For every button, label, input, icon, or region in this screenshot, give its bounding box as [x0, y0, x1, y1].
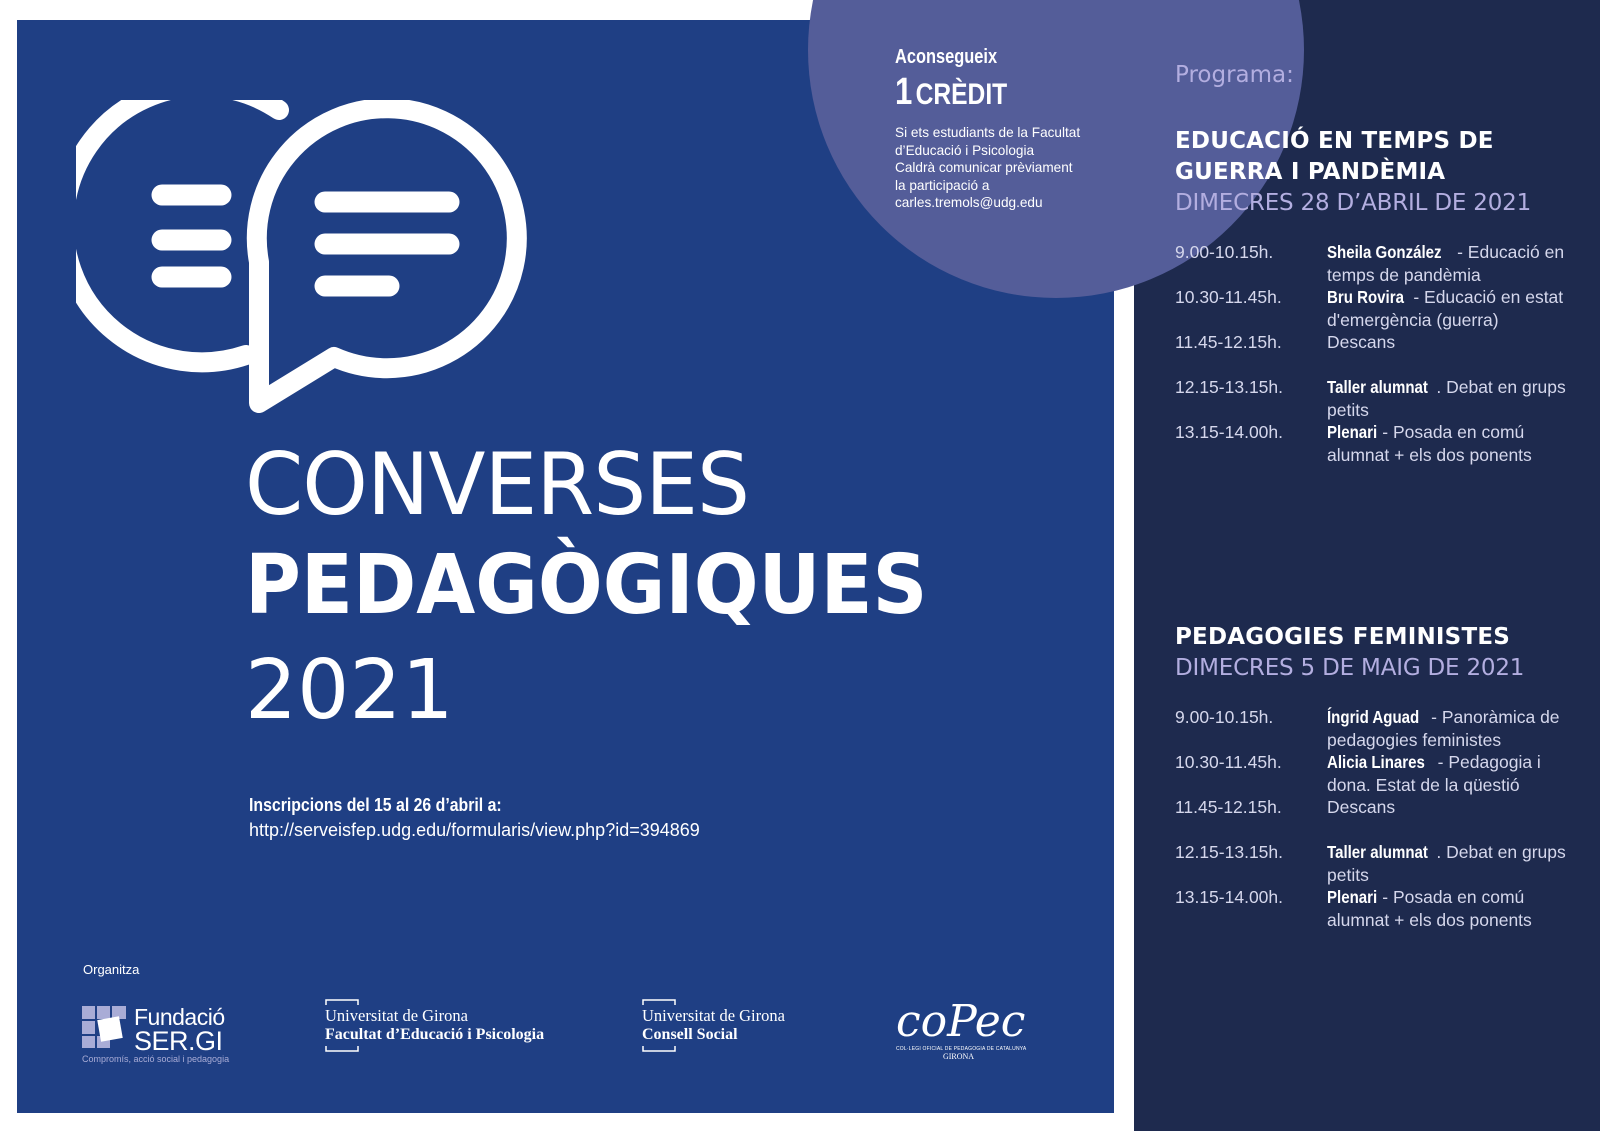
credit-note-line: Caldrà comunicar prèviament	[895, 160, 1073, 175]
row-time: 10.30-11.45h.	[1175, 752, 1282, 772]
row-topic: Descans	[1327, 797, 1396, 817]
credit-note-line: d’Educació i Psicologia	[895, 142, 1035, 158]
row-description	[1327, 751, 1585, 796]
program-section-2	[1175, 622, 1585, 931]
row-speaker: Alicia Linares	[1327, 752, 1425, 772]
schedule-row	[1175, 706, 1585, 751]
row-topic: Panoràmica de pedagogies feministes	[1327, 707, 1560, 750]
row-topic: Posada en comú alumnat + els dos ponents	[1327, 422, 1532, 465]
row-topic: Debat en grups petits	[1327, 842, 1566, 885]
row-topic: Educació en estat d'emergència (guerra)	[1327, 287, 1564, 330]
credit-amount	[895, 71, 1092, 114]
section-title: PEDAGOGIES FEMINISTES	[1175, 624, 1511, 650]
row-speaker: Plenari	[1327, 887, 1378, 907]
row-topic: Descans	[1327, 332, 1396, 352]
row-description	[1327, 841, 1585, 886]
row-separator: -	[1426, 707, 1442, 727]
row-topic: Educació en temps de pandèmia	[1327, 242, 1565, 285]
row-separator: -	[1432, 752, 1449, 772]
row-topic: Debat en grups petits	[1327, 377, 1566, 420]
registration-info	[249, 795, 700, 841]
schedule-row	[1175, 331, 1585, 376]
copec-city: GIRONA	[942, 1052, 975, 1061]
schedule-row	[1175, 376, 1585, 421]
row-description	[1327, 886, 1585, 931]
section-title: GUERRA I PANDÈMIA	[1175, 159, 1446, 185]
row-separator: -	[1377, 422, 1393, 442]
poster-title-year: 2021	[245, 643, 454, 738]
credit-lead: Aconsegueix	[895, 46, 998, 68]
section-date: DIMECRES 5 DE MAIG DE 2021	[1175, 655, 1525, 681]
schedule-row	[1175, 751, 1585, 796]
credit-note	[895, 124, 1135, 212]
udg-consell-social-logo	[642, 1006, 785, 1044]
fundacio-squares-icon	[82, 1006, 128, 1048]
row-time: 9.00-10.15h.	[1175, 707, 1274, 727]
credit-email[interactable]: carles.tremols@udg.edu	[895, 195, 1043, 210]
bracket-icon	[325, 1046, 359, 1052]
program-heading: Programa:	[1175, 62, 1294, 88]
udg-faculty-name: Facultat d’Educació i Psicologia	[325, 1026, 545, 1043]
copec-mark: coPec	[896, 996, 1026, 1047]
row-time: 12.15-13.15h.	[1175, 842, 1284, 862]
schedule-row	[1175, 286, 1585, 331]
bracket-icon	[642, 999, 676, 1005]
row-speaker: Sheila González	[1327, 242, 1442, 262]
udg-fep-logo	[325, 1006, 544, 1044]
credit-number: 1	[895, 71, 913, 113]
section-title: EDUCACIÓ EN TEMPS DE	[1175, 128, 1494, 154]
credit-note-line: la participació a	[895, 177, 990, 193]
fundacio-tagline: Compromís, acció social i pedagogia	[82, 1054, 230, 1064]
poster-title-converses: CONVERSES	[245, 435, 749, 535]
registration-label: Inscripcions del 15 al 26 d’abril a:	[249, 795, 502, 815]
fundacio-name: Fundació	[134, 1004, 225, 1030]
row-speaker: Íngrid Aguad	[1327, 707, 1420, 727]
udg-name: Universitat de Girona	[642, 1006, 785, 1025]
row-speaker: Bru Rovira	[1327, 287, 1404, 307]
row-separator: .	[1436, 377, 1447, 397]
schedule-list	[1175, 241, 1585, 466]
organizer-label: Organitza	[83, 962, 140, 977]
fundacio-brand: SER.GI	[134, 1026, 223, 1056]
poster-title-pedagogiques: PEDAGÒGIQUES	[245, 538, 928, 633]
row-time: 12.15-13.15h.	[1175, 377, 1284, 397]
schedule-row	[1175, 886, 1585, 931]
row-separator: -	[1452, 242, 1468, 262]
copec-full-name: COL·LEGI OFICIAL DE PEDAGOGIA DE CATALUNYA	[896, 1046, 1027, 1052]
row-time: 11.45-12.15h.	[1175, 332, 1282, 352]
row-time: 11.45-12.15h.	[1175, 797, 1282, 817]
row-description	[1327, 706, 1585, 751]
speech-bubbles-icon	[76, 100, 536, 430]
row-topic: Posada en comú alumnat + els dos ponents	[1327, 887, 1532, 930]
bracket-icon	[642, 1046, 676, 1052]
row-description	[1327, 331, 1585, 354]
udg-name: Universitat de Girona	[325, 1006, 468, 1025]
row-description	[1327, 796, 1585, 819]
registration-link[interactable]: http://serveisfep.udg.edu/formularis/view.php?id=394869	[249, 820, 700, 840]
row-description	[1327, 241, 1585, 286]
program-section-1	[1175, 126, 1585, 466]
row-separator: -	[1408, 287, 1425, 307]
row-description	[1327, 286, 1585, 331]
row-speaker: Plenari	[1327, 422, 1378, 442]
row-topic: Pedagogia i dona. Estat de la qüestió	[1327, 752, 1541, 795]
row-time: 13.15-14.00h.	[1175, 887, 1284, 907]
schedule-row	[1175, 841, 1585, 886]
row-time: 9.00-10.15h.	[1175, 242, 1274, 262]
copec-logo	[896, 996, 1027, 1061]
row-time: 13.15-14.00h.	[1175, 422, 1284, 442]
bracket-icon	[325, 999, 359, 1005]
schedule-row	[1175, 421, 1585, 466]
section-date: DIMECRES 28 D’ABRIL DE 2021	[1175, 190, 1532, 216]
udg-council-name: Consell Social	[642, 1026, 738, 1043]
row-separator: .	[1436, 842, 1447, 862]
row-speaker: Taller alumnat	[1327, 377, 1428, 397]
row-description	[1327, 376, 1585, 421]
schedule-row	[1175, 241, 1585, 286]
credit-word: CRÈDIT	[915, 78, 1008, 111]
row-description	[1327, 421, 1585, 466]
credit-info	[895, 46, 1135, 212]
credit-note-line: Si ets estudiants de la Facultat	[895, 125, 1081, 140]
schedule-list	[1175, 706, 1585, 931]
schedule-row	[1175, 796, 1585, 841]
row-separator: -	[1377, 887, 1393, 907]
row-time: 10.30-11.45h.	[1175, 287, 1282, 307]
row-speaker: Taller alumnat	[1327, 842, 1428, 862]
